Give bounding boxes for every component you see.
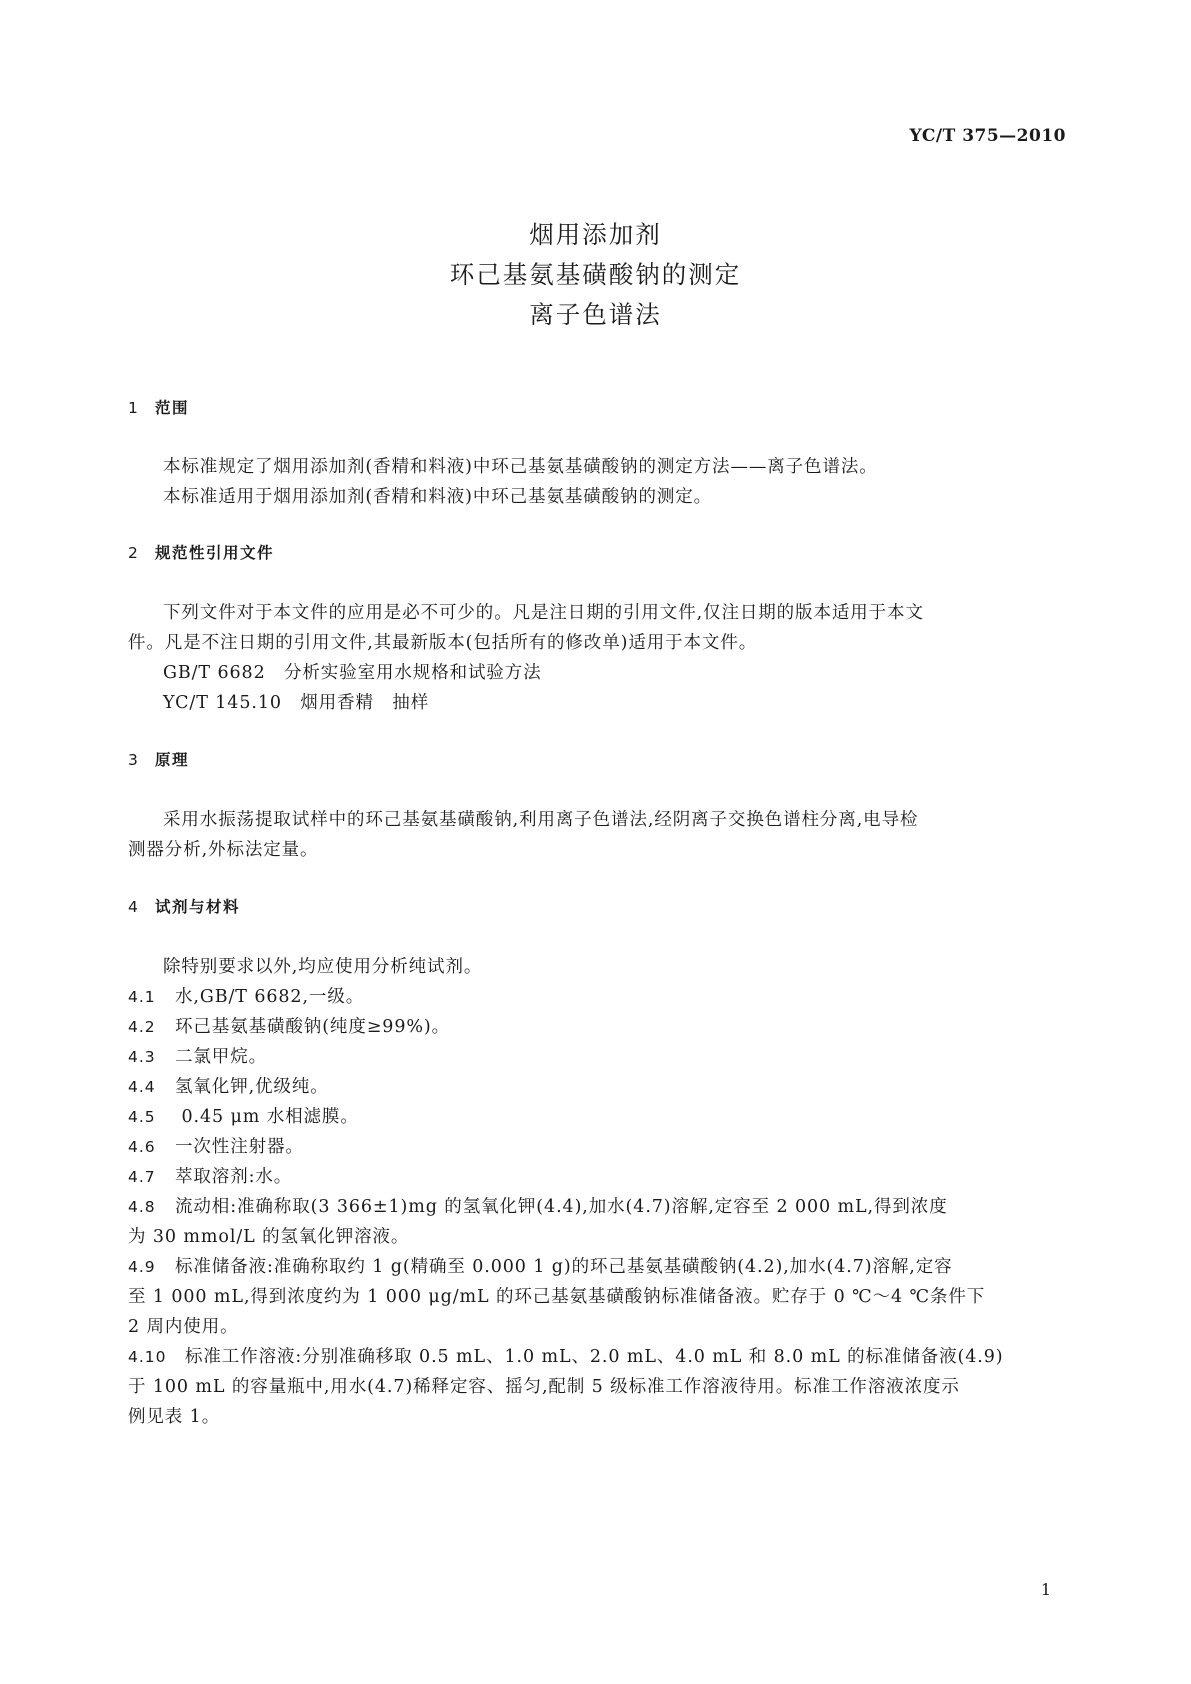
list-item-4-6 bbox=[128, 1133, 304, 1158]
section-4-intro: 除特别要求以外,均应使用分析纯试剂。 bbox=[163, 957, 483, 977]
item-text: 标准工作溶液:分别准确移取 0.5 mL、1.0 mL、2.0 mL、4.0 mL 和 8.0 mL 的标准储备液(4.9) bbox=[185, 1347, 1004, 1367]
item-number: 4.4 bbox=[128, 1078, 156, 1096]
section-title: 试剂与材料 bbox=[155, 898, 241, 916]
section-title: 规范性引用文件 bbox=[155, 544, 275, 562]
item-text: 0.45 μm 水相滤膜。 bbox=[175, 1107, 359, 1127]
item-text: 二氯甲烷。 bbox=[175, 1047, 267, 1067]
list-item-4-9-continuation-1: 至 1 000 mL,得到浓度约为 1 000 μg/mL 的环己基氨基磺酸钠标准储备液。贮存于 0 ℃～4 ℃条件下 bbox=[128, 1287, 986, 1307]
section-number: 2 bbox=[128, 544, 140, 562]
item-number: 4.9 bbox=[128, 1258, 156, 1276]
section-4-heading bbox=[128, 895, 240, 917]
item-number: 4.7 bbox=[128, 1168, 156, 1186]
title-line-2: 环己基氨基磺酸钠的测定 bbox=[449, 260, 742, 289]
normative-reference-2: YC/T 145.10 烟用香精 抽样 bbox=[163, 693, 430, 713]
list-item-4-9 bbox=[128, 1253, 953, 1278]
item-text: 流动相:准确称取(3 366±1)mg 的氢氧化钾(4.4),加水(4.7)溶解,定容至 2 000 mL,得到浓度 bbox=[175, 1197, 948, 1217]
item-number: 4.2 bbox=[128, 1018, 156, 1036]
list-item-4-8-continuation: 为 30 mmol/L 的氢氧化钾溶液。 bbox=[128, 1227, 410, 1247]
list-item-4-5 bbox=[128, 1103, 359, 1128]
item-text: 萃取溶剂:水。 bbox=[175, 1167, 293, 1187]
title-line-1: 烟用添加剂 bbox=[529, 220, 662, 249]
list-item-4-9-continuation-2: 2 周内使用。 bbox=[128, 1317, 239, 1337]
item-number: 4.8 bbox=[128, 1198, 156, 1216]
section-1-heading bbox=[128, 396, 189, 418]
section-2-paragraph-line-1: 下列文件对于本文件的应用是必不可少的。凡是注日期的引用文件,仅注日期的版本适用于本文 bbox=[163, 603, 924, 623]
list-item-4-1 bbox=[128, 983, 364, 1008]
item-number: 4.5 bbox=[128, 1108, 156, 1126]
list-item-4-7 bbox=[128, 1163, 292, 1188]
section-number: 4 bbox=[128, 898, 140, 916]
normative-reference-1: GB/T 6682 分析实验室用水规格和试验方法 bbox=[163, 663, 542, 683]
item-number: 4.6 bbox=[128, 1138, 156, 1156]
item-number: 4.10 bbox=[128, 1348, 167, 1366]
list-item-4-8 bbox=[128, 1193, 948, 1218]
item-text: 标准储备液:准确称取约 1 g(精确至 0.000 1 g)的环己基氨基磺酸钠(4.2),加水(4.7)溶解,定容 bbox=[175, 1257, 953, 1277]
section-title: 原理 bbox=[155, 751, 190, 769]
title-line-3: 离子色谱法 bbox=[529, 300, 662, 329]
list-item-4-10-continuation-1: 于 100 mL 的容量瓶中,用水(4.7)稀释定容、摇匀,配制 5 级标准工作溶液待用。标准工作溶液浓度示 bbox=[128, 1377, 960, 1397]
section-2-paragraph-line-2: 件。凡是不注日期的引用文件,其最新版本(包括所有的修改单)适用于本文件。 bbox=[128, 633, 758, 653]
item-text: 环己基氨基磺酸钠(纯度≥99%)。 bbox=[175, 1017, 451, 1037]
section-3-paragraph-line-1: 采用水振荡提取试样中的环己基氨基磺酸钠,利用离子色谱法,经阴离子交换色谱柱分离,电导检 bbox=[163, 810, 919, 830]
item-text: 一次性注射器。 bbox=[175, 1137, 304, 1157]
section-1-paragraph-1: 本标准规定了烟用添加剂(香精和料液)中环己基氨基磺酸钠的测定方法——离子色谱法。 bbox=[163, 457, 878, 477]
page-number: 1 bbox=[1040, 1580, 1051, 1599]
list-item-4-10 bbox=[128, 1343, 1003, 1368]
section-number: 3 bbox=[128, 751, 140, 769]
list-item-4-10-continuation-2: 例见表 1。 bbox=[128, 1407, 221, 1427]
section-2-heading bbox=[128, 541, 274, 563]
document-number: YC/T 375—2010 bbox=[909, 126, 1066, 146]
item-number: 4.3 bbox=[128, 1048, 156, 1066]
section-title: 范围 bbox=[155, 399, 190, 417]
section-1-paragraph-2: 本标准适用于烟用添加剂(香精和料液)中环己基氨基磺酸钠的测定。 bbox=[163, 487, 713, 507]
list-item-4-2 bbox=[128, 1013, 450, 1038]
item-text: 水,GB/T 6682,一级。 bbox=[175, 987, 365, 1007]
section-3-paragraph-line-2: 测器分析,外标法定量。 bbox=[128, 840, 319, 860]
section-number: 1 bbox=[128, 399, 140, 417]
list-item-4-4 bbox=[128, 1073, 329, 1098]
item-number: 4.1 bbox=[128, 988, 156, 1006]
item-text: 氢氧化钾,优级纯。 bbox=[175, 1077, 329, 1097]
list-item-4-3 bbox=[128, 1043, 267, 1068]
section-3-heading bbox=[128, 748, 189, 770]
